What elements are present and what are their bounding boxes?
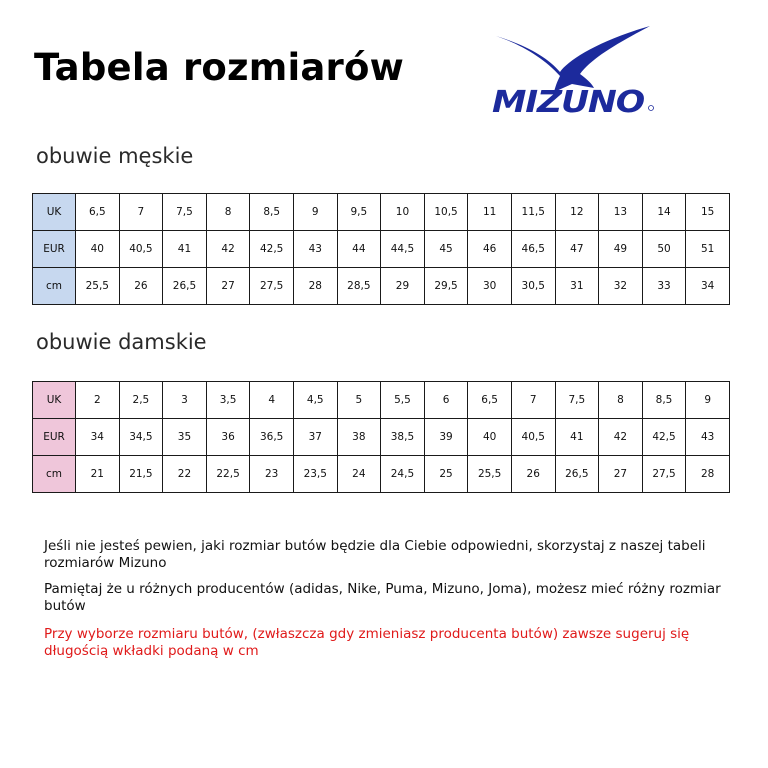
size-cell: 28,5 xyxy=(337,268,381,305)
size-cell: 21,5 xyxy=(119,456,163,493)
size-cell: 7,5 xyxy=(555,382,599,419)
size-cell: 15 xyxy=(686,194,730,231)
size-cell: 8,5 xyxy=(250,194,294,231)
size-cell: 24,5 xyxy=(381,456,425,493)
size-cell: 3 xyxy=(163,382,207,419)
size-cell: 25,5 xyxy=(76,268,120,305)
size-cell: 43 xyxy=(686,419,730,456)
size-cell: 26,5 xyxy=(555,456,599,493)
size-cell: 50 xyxy=(642,231,686,268)
size-cell: 8,5 xyxy=(642,382,686,419)
size-cell: 42 xyxy=(206,231,250,268)
size-cell: 13 xyxy=(599,194,643,231)
note-brand-differences: Pamiętaj że u różnych producentów (adidas, Nike, Puma, Mizuno, Joma), możesz mieć różny rozmiar butów xyxy=(44,581,721,614)
size-cell: 26,5 xyxy=(163,268,207,305)
size-cell: 30,5 xyxy=(511,268,555,305)
size-cell: 38 xyxy=(337,419,381,456)
size-cell: 23,5 xyxy=(293,456,337,493)
row-header: cm xyxy=(33,268,76,305)
size-cell: 3,5 xyxy=(206,382,250,419)
size-cell: 35 xyxy=(163,419,207,456)
size-cell: 40 xyxy=(468,419,512,456)
row-header: EUR xyxy=(33,231,76,268)
row-header: UK xyxy=(33,194,76,231)
size-cell: 29,5 xyxy=(424,268,468,305)
size-cell: 25,5 xyxy=(468,456,512,493)
size-cell: 2 xyxy=(76,382,120,419)
size-cell: 41 xyxy=(163,231,207,268)
size-cell: 42,5 xyxy=(642,419,686,456)
size-cell: 4,5 xyxy=(293,382,337,419)
size-cell: 24 xyxy=(337,456,381,493)
size-cell: 4 xyxy=(250,382,294,419)
size-cell: 6 xyxy=(424,382,468,419)
size-cell: 9 xyxy=(293,194,337,231)
row-header: cm xyxy=(33,456,76,493)
size-cell: 28 xyxy=(293,268,337,305)
size-cell: 31 xyxy=(555,268,599,305)
size-cell: 25 xyxy=(424,456,468,493)
size-cell: 5,5 xyxy=(381,382,425,419)
size-cell: 41 xyxy=(555,419,599,456)
size-cell: 47 xyxy=(555,231,599,268)
size-cell: 22,5 xyxy=(206,456,250,493)
row-header: EUR xyxy=(33,419,76,456)
size-cell: 12 xyxy=(555,194,599,231)
size-cell: 38,5 xyxy=(381,419,425,456)
women-size-table xyxy=(32,381,730,493)
size-cell: 23 xyxy=(250,456,294,493)
size-cell: 40,5 xyxy=(511,419,555,456)
size-cell: 46,5 xyxy=(511,231,555,268)
size-cell: 6,5 xyxy=(468,382,512,419)
size-cell: 30 xyxy=(468,268,512,305)
note-insole-length-warning: Przy wyborze rozmiaru butów, (zwłaszcza gdy zmieniasz producenta butów) zawsze sugeruj się długością wkładki podaną w cm xyxy=(44,626,690,659)
size-row-cm xyxy=(33,456,730,493)
size-cell: 32 xyxy=(599,268,643,305)
size-cell: 49 xyxy=(599,231,643,268)
size-cell: 9 xyxy=(686,382,730,419)
size-cell: 40 xyxy=(76,231,120,268)
runbird-icon xyxy=(496,26,650,92)
size-cell: 2,5 xyxy=(119,382,163,419)
size-cell: 27,5 xyxy=(642,456,686,493)
row-header: UK xyxy=(33,382,76,419)
size-cell: 44 xyxy=(337,231,381,268)
size-cell: 28 xyxy=(686,456,730,493)
size-cell: 39 xyxy=(424,419,468,456)
size-cell: 8 xyxy=(206,194,250,231)
size-cell: 14 xyxy=(642,194,686,231)
size-cell: 7,5 xyxy=(163,194,207,231)
size-cell: 5 xyxy=(337,382,381,419)
size-cell: 26 xyxy=(511,456,555,493)
size-cell: 11,5 xyxy=(511,194,555,231)
size-cell: 36 xyxy=(206,419,250,456)
size-cell: 21 xyxy=(76,456,120,493)
size-cell: 33 xyxy=(642,268,686,305)
note-size-help: Jeśli nie jesteś pewien, jaki rozmiar butów będzie dla Ciebie odpowiedni, skorzystaj z naszej tabeli rozmiarów Mizuno xyxy=(44,538,706,571)
size-cell: 34 xyxy=(76,419,120,456)
men-size-table xyxy=(32,193,730,305)
size-row-uk xyxy=(33,194,730,231)
size-cell: 46 xyxy=(468,231,512,268)
size-cell: 26 xyxy=(119,268,163,305)
size-cell: 11 xyxy=(468,194,512,231)
size-cell: 27,5 xyxy=(250,268,294,305)
size-cell: 42,5 xyxy=(250,231,294,268)
size-row-eur xyxy=(33,231,730,268)
size-row-eur xyxy=(33,419,730,456)
size-cell: 37 xyxy=(293,419,337,456)
size-cell: 7 xyxy=(511,382,555,419)
men-section-label: obuwie męskie xyxy=(36,144,194,168)
size-cell: 42 xyxy=(599,419,643,456)
brand-wordmark: MIZUNO xyxy=(492,85,645,120)
size-cell: 40,5 xyxy=(119,231,163,268)
size-cell: 44,5 xyxy=(381,231,425,268)
women-section-label: obuwie damskie xyxy=(36,330,207,354)
size-cell: 34 xyxy=(686,268,730,305)
size-row-cm xyxy=(33,268,730,305)
size-cell: 6,5 xyxy=(76,194,120,231)
size-cell: 36,5 xyxy=(250,419,294,456)
size-cell: 51 xyxy=(686,231,730,268)
size-cell: 29 xyxy=(381,268,425,305)
size-cell: 10 xyxy=(381,194,425,231)
mizuno-logo xyxy=(488,24,658,120)
size-cell: 8 xyxy=(599,382,643,419)
page-title: Tabela rozmiarów xyxy=(34,46,405,89)
size-cell: 9,5 xyxy=(337,194,381,231)
size-cell: 43 xyxy=(293,231,337,268)
size-cell: 22 xyxy=(163,456,207,493)
size-cell: 34,5 xyxy=(119,419,163,456)
size-row-uk xyxy=(33,382,730,419)
size-cell: 27 xyxy=(599,456,643,493)
size-cell: 45 xyxy=(424,231,468,268)
size-cell: 10,5 xyxy=(424,194,468,231)
size-cell: 27 xyxy=(206,268,250,305)
size-cell: 7 xyxy=(119,194,163,231)
